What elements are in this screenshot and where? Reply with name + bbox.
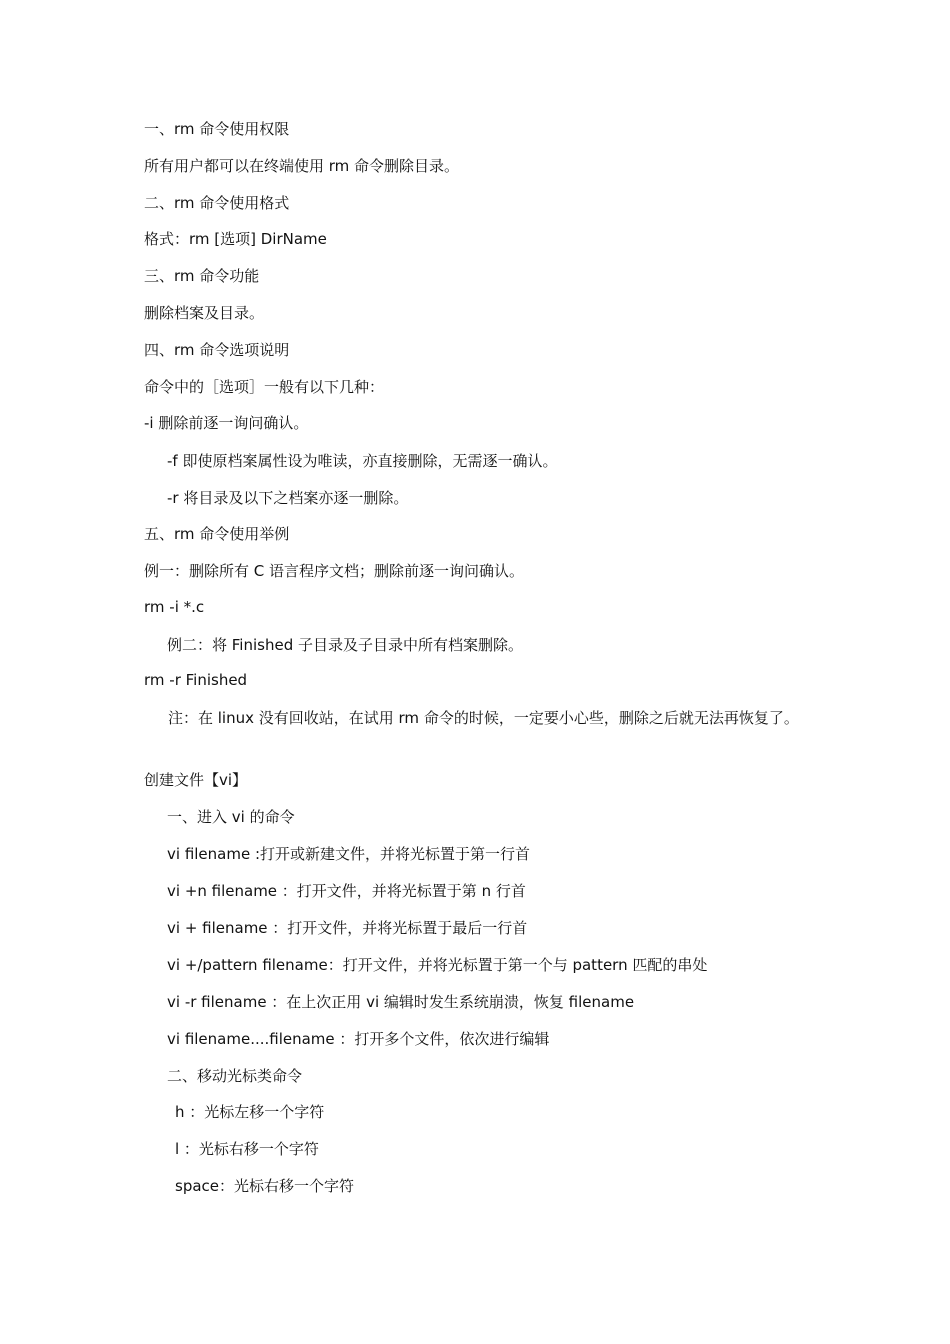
vi-command-pattern: vi +/pattern filename：打开文件，并将光标置于第一个与 pattern 匹配的串处 <box>167 956 708 974</box>
example-two-command: rm -r Finished <box>144 671 248 689</box>
paragraph-rm-syntax: 格式：rm [选项] DirName <box>144 230 327 248</box>
vi-command-open: vi filename :打开或新建文件，并将光标置于第一行首 <box>167 845 531 863</box>
vi-command-recover: vi -r filename ：在上次正用 vi 编辑时发生系统崩溃，恢复 filename <box>167 993 635 1011</box>
heading-rm-permission: 一、rm 命令使用权限 <box>144 120 290 138</box>
paragraph-rm-users: 所有用户都可以在终端使用 rm 命令删除目录。 <box>144 157 460 175</box>
heading-rm-examples: 五、rm 命令使用举例 <box>144 525 290 543</box>
heading-enter-vi: 一、进入 vi 的命令 <box>167 808 295 826</box>
cursor-command-h: h ：光标左移一个字符 <box>175 1103 325 1121</box>
note-paragraph: 注：在 linux 没有回收站，在试用 rm 命令的时候，一定要小心些，删除之后就无法再恢复了。 <box>168 709 799 727</box>
vi-command-last-line: vi + filename ：打开文件，并将光标置于最后一行首 <box>167 919 528 937</box>
heading-create-file-vi: 创建文件【vi】 <box>144 771 248 789</box>
option-r: -r 将目录及以下之档案亦逐一删除。 <box>167 489 409 507</box>
cursor-command-space: space：光标右移一个字符 <box>175 1177 355 1195</box>
paragraph-rm-function: 删除档案及目录。 <box>144 304 265 322</box>
option-f: -f 即使原档案属性设为唯读，亦直接删除，无需逐一确认。 <box>167 452 558 470</box>
heading-rm-function: 三、rm 命令功能 <box>144 267 260 285</box>
option-i: -i 删除前逐一询问确认。 <box>144 414 309 432</box>
vi-command-multiple: vi filename....filename ：打开多个文件，依次进行编辑 <box>167 1030 550 1048</box>
example-one-command: rm -i *.c <box>144 598 205 616</box>
example-one-description: 例一：删除所有 C 语言程序文档；删除前逐一询问确认。 <box>144 562 525 580</box>
cursor-command-l: l ：光标右移一个字符 <box>175 1140 319 1158</box>
vi-command-line-n: vi +n filename ：打开文件，并将光标置于第 n 行首 <box>167 882 526 900</box>
heading-rm-options: 四、rm 命令选项说明 <box>144 341 290 359</box>
paragraph-options-intro: 命令中的［选项］一般有以下几种： <box>144 378 385 396</box>
heading-rm-format: 二、rm 命令使用格式 <box>144 194 290 212</box>
heading-cursor-movement: 二、移动光标类命令 <box>167 1067 303 1085</box>
example-two-description: 例二：将 Finished 子目录及子目录中所有档案删除。 <box>167 636 523 654</box>
